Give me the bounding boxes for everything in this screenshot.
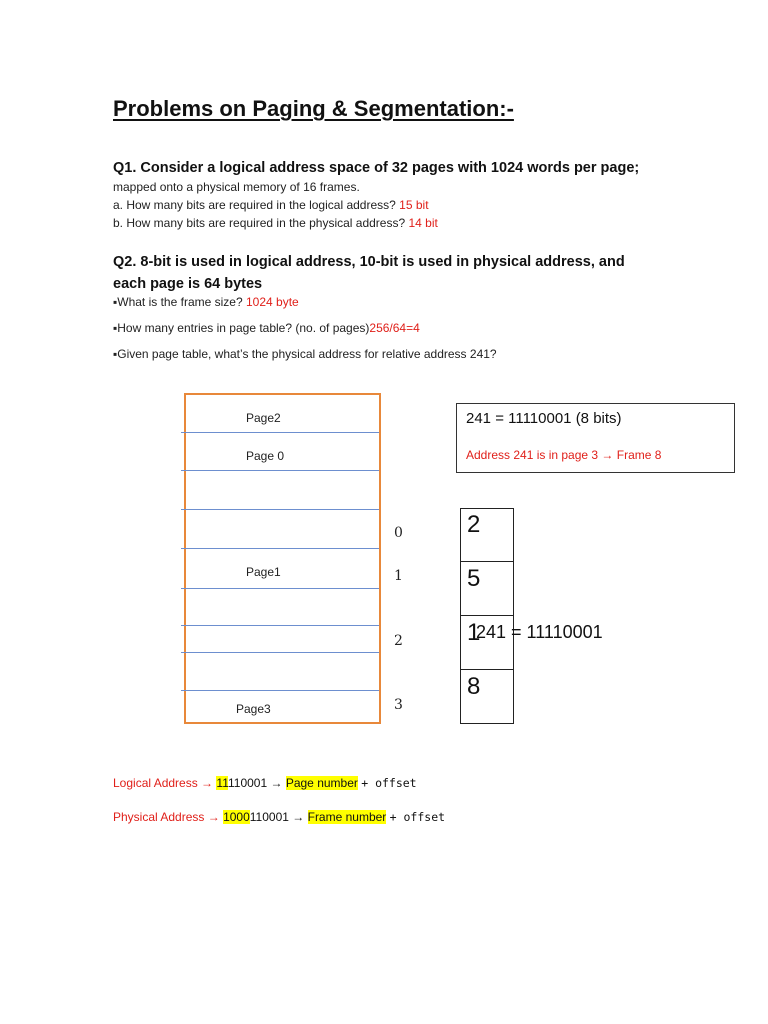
stack-divider <box>181 432 379 433</box>
page-table-cell: 1 <box>461 617 513 670</box>
q1-b <box>113 216 438 230</box>
stack-divider <box>181 652 379 653</box>
q2-bullet1-answer: 1024 byte <box>245 295 299 309</box>
q2-heading-line1: Q2. 8-bit is used in logical address, 10-bit is used in physical address, and <box>113 254 625 270</box>
q1-line1: mapped onto a physical memory of 16 frames. <box>113 180 360 194</box>
q2-bullet1 <box>113 295 299 309</box>
page-table <box>460 508 514 724</box>
physical-address-label: Physical Address → <box>113 810 220 824</box>
page-table-cell: 8 <box>467 673 481 700</box>
physical-bits-rest: 110001 → <box>249 810 305 824</box>
q1-b-text: b. How many bits are required in the physical address? <box>113 216 406 230</box>
stack-label-page0: Page 0 <box>246 449 285 463</box>
page-table-cell: 2 <box>461 509 513 562</box>
stack-label-page1: Page1 <box>246 565 281 579</box>
physical-address-line <box>113 810 445 824</box>
stack-divider <box>181 470 379 471</box>
q1-b-answer: 14 bit <box>408 216 438 230</box>
q1-a-answer: 15 bit <box>399 198 429 212</box>
q2-bullet1-text: ▪What is the frame size? <box>113 295 243 309</box>
logical-address-label: Logical Address → <box>113 776 214 790</box>
q1-heading: Q1. Consider a logical address space of 32 pages with 1024 words per page; <box>113 160 640 176</box>
stack-label-page2: Page2 <box>246 411 281 425</box>
page-index-0: 0 <box>394 525 403 541</box>
physical-suffix: + offset <box>389 810 446 824</box>
stack-divider <box>181 625 379 626</box>
logical-bits-highlight: 11 <box>216 776 228 790</box>
frame-number-highlight: Frame number <box>307 810 387 824</box>
stack-divider <box>181 690 379 691</box>
physical-bits-highlight: 1000 <box>223 810 250 824</box>
logical-bits-rest: 110001 → <box>227 776 283 790</box>
stack-divider <box>181 588 379 589</box>
q1-a <box>113 198 429 212</box>
logical-suffix: + offset <box>361 776 417 790</box>
page-index-2: 2 <box>394 633 403 649</box>
page-number-highlight: Page number <box>285 776 358 790</box>
page-table-cell: 5 <box>461 563 513 616</box>
page-title: Problems on Paging & Segmentation:- <box>113 96 514 121</box>
page-index-1: 1 <box>394 568 403 584</box>
q2-bullet2-answer: 256/64=4 <box>369 321 420 335</box>
address-box-line1: 241 = 11110001 (8 bits) <box>466 410 622 427</box>
stack-label-page3: Page3 <box>236 702 271 716</box>
address-box-line2: Address 241 is in page 3 → Frame 8 <box>466 448 662 462</box>
page-index-3: 3 <box>394 697 403 713</box>
q2-bullet2 <box>113 321 420 335</box>
stack-divider <box>181 548 379 549</box>
q1-a-text: a. How many bits are required in the logical address? <box>113 198 396 212</box>
stack-divider <box>181 509 379 510</box>
memory-stack <box>184 393 381 724</box>
logical-address-line <box>113 776 417 790</box>
frame-overlay-text: 241 = 11110001 <box>476 622 603 642</box>
q2-bullet3: ▪Given page table, what’s the physical address for relative address 241? <box>113 347 497 361</box>
q2-heading-line2: each page is 64 bytes <box>113 276 263 292</box>
q2-bullet2-text: ▪How many entries in page table? (no. of pages) <box>113 321 370 335</box>
